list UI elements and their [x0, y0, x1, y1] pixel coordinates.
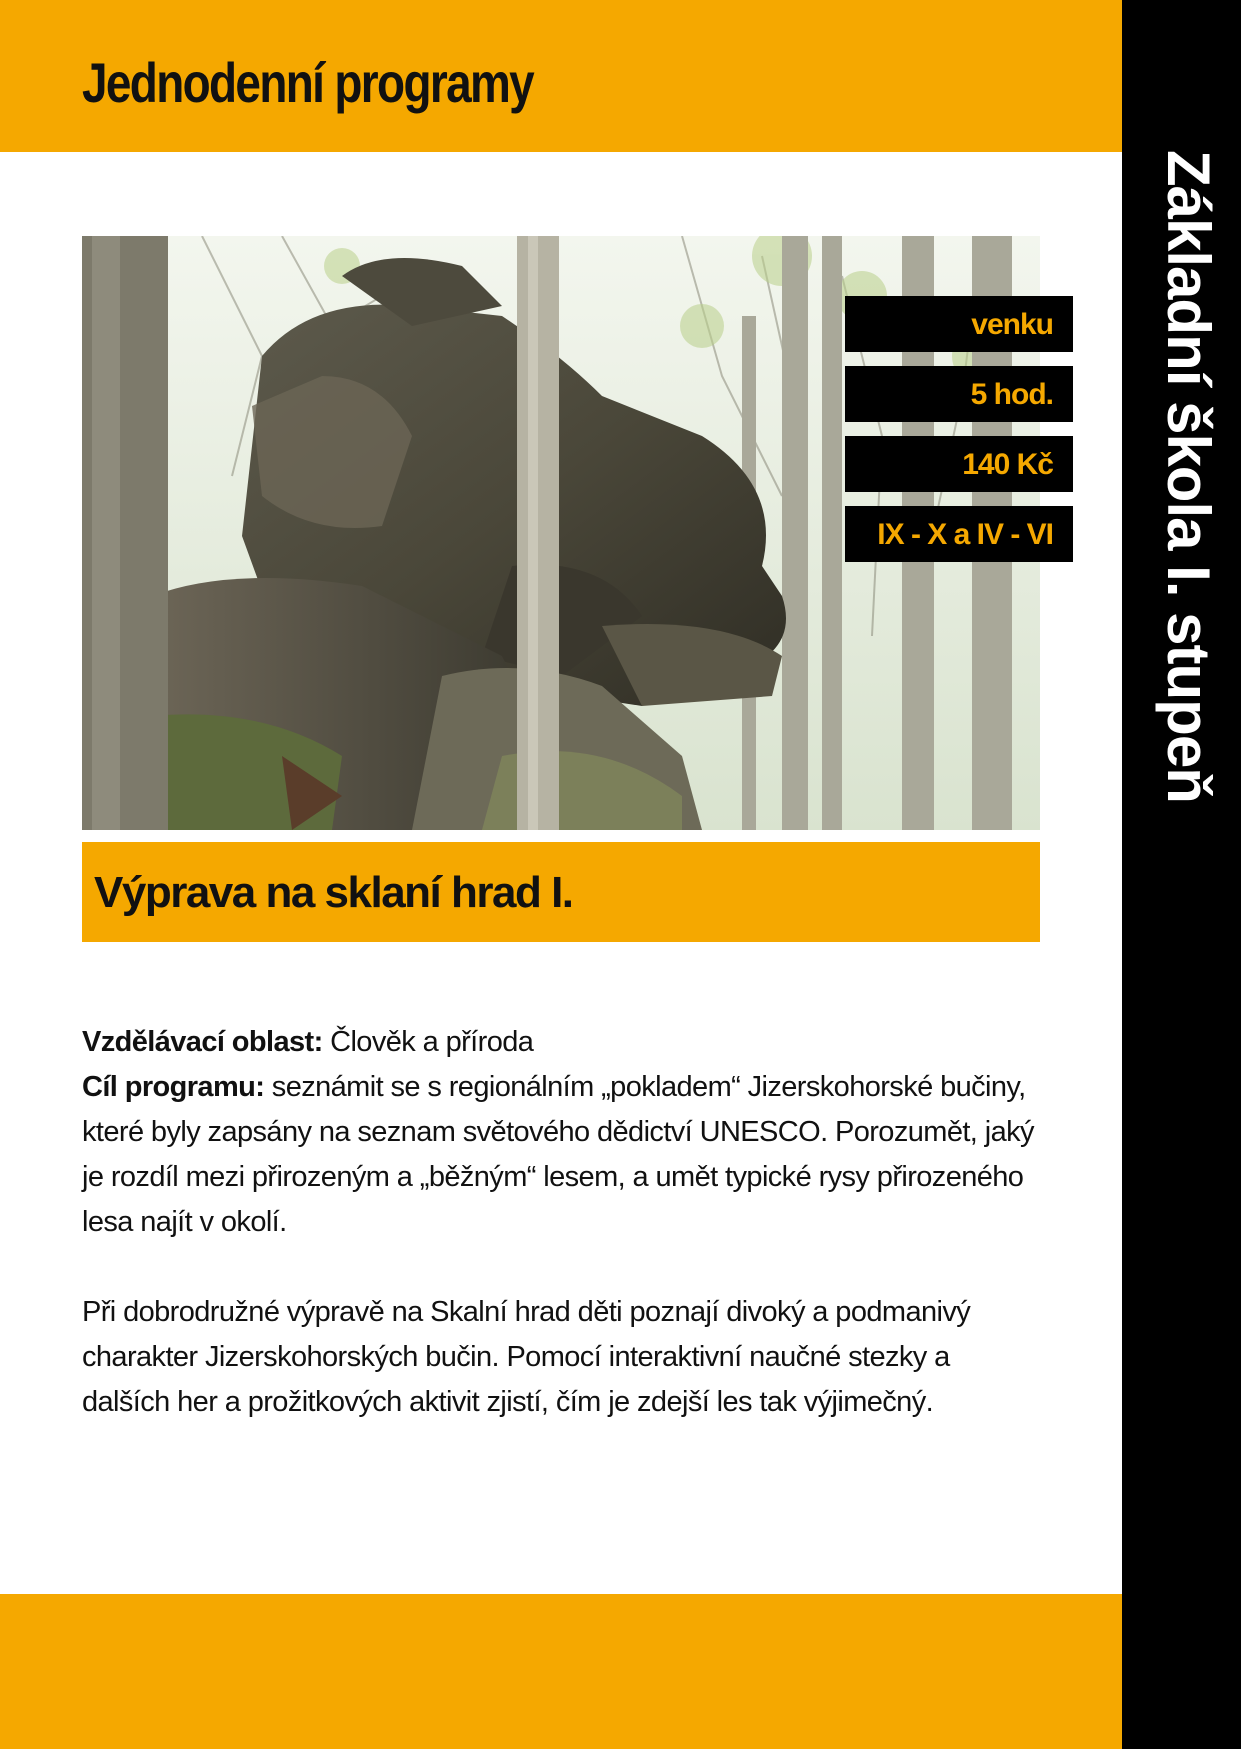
goal-value: seznámit se s regionálním „pokladem“ Jizerskohorské bučiny, které byly zapsány na seznam světového dědictví UNESCO. Porozumět, jaký je rozdíl mezi přirozeným a „běžným“ lesem, a umět typické rysy přirozeného lesa najít v okolí.: [82, 1071, 1034, 1238]
tag-months: [845, 506, 1073, 562]
goal-label: Cíl programu:: [82, 1071, 265, 1103]
program-title-bar: [82, 842, 1040, 942]
tag-price: [845, 436, 1073, 492]
tag-duration-label: 5 hod.: [970, 378, 1053, 411]
spacer: [82, 1245, 1042, 1290]
program-details: [82, 1020, 1042, 1425]
page-title: Jednodenní programy: [82, 51, 534, 114]
sidebar-band: [1122, 0, 1241, 1749]
description-paragraph: Při dobrodružné výpravě na Skalní hrad děti poznají divoký a podmanivý charakter Jizerskohorských bučin. Pomocí interaktivní naučné stezky a dalších her a prožitkových aktivit zjistí, čím je zdejší les tak výjimečný.: [82, 1296, 971, 1418]
program-tags: [845, 296, 1073, 576]
sidebar-label: Základní škola I. stupeň: [1155, 150, 1222, 803]
goal-line: [82, 1065, 1042, 1245]
tag-duration: [845, 366, 1073, 422]
area-line: [82, 1020, 1042, 1065]
tag-months-label: IX - X a IV - VI: [877, 518, 1053, 551]
area-label: Vzdělávací oblast:: [82, 1026, 323, 1058]
program-title: Výprava na sklaní hrad I.: [94, 868, 573, 917]
footer-band: [0, 1594, 1122, 1749]
tag-location: [845, 296, 1073, 352]
area-value: Člověk a příroda: [330, 1026, 534, 1058]
header-band: [0, 0, 1122, 152]
tag-location-label: venku: [971, 308, 1053, 341]
tag-price-label: 140 Kč: [962, 448, 1053, 481]
